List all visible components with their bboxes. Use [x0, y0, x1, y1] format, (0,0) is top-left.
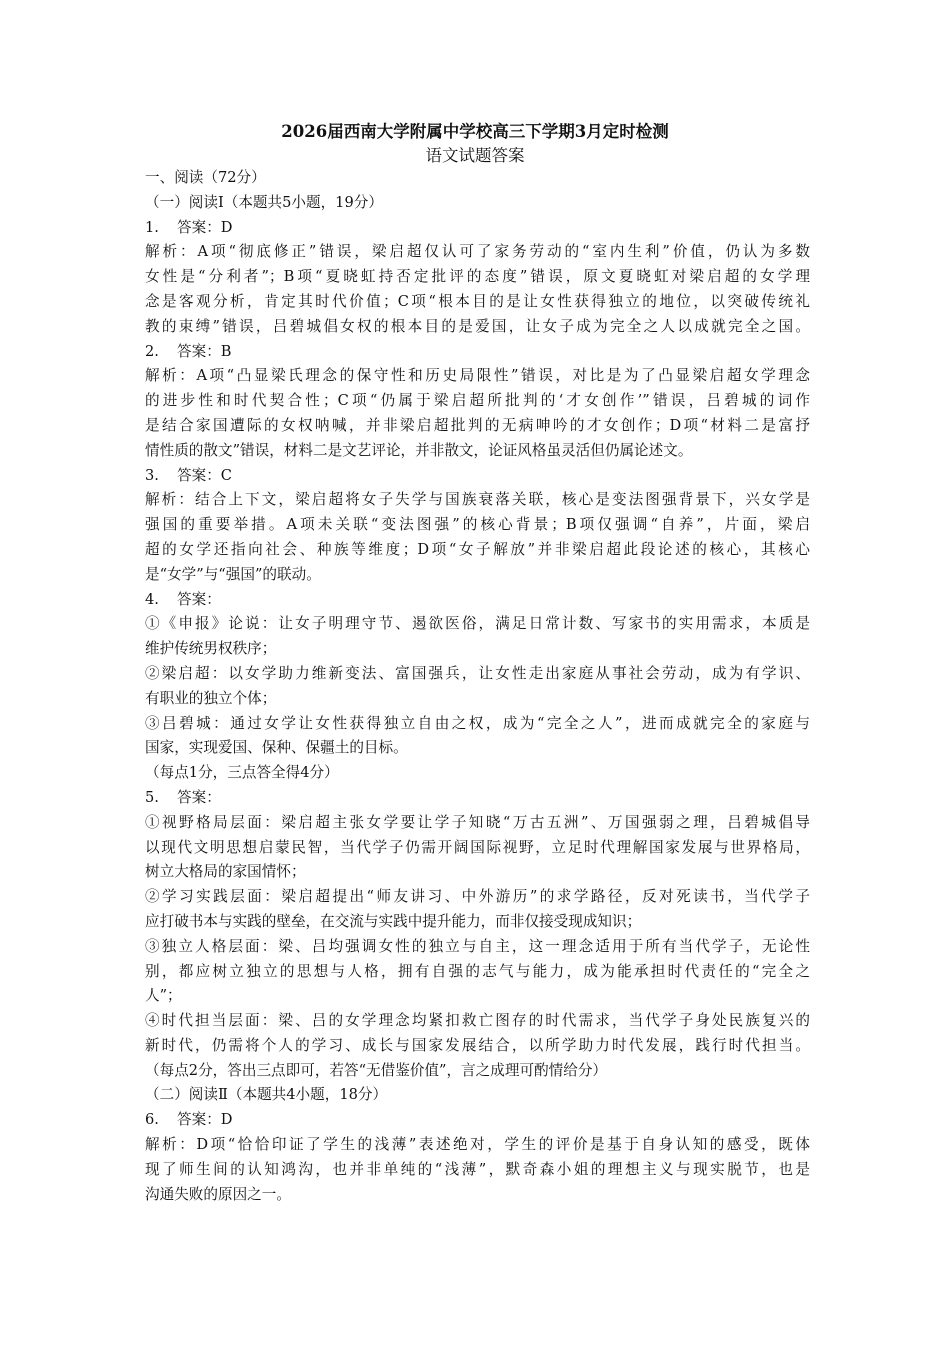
text-line: 现了师生间的认知鸿沟，也并非单纯的“浅薄”，默奇森小姐的理想主义与现实脱节，也是: [145, 1160, 810, 1178]
text-line: 一、阅读（72分）: [145, 169, 266, 186]
question-number: 5.: [145, 788, 159, 806]
text-line: （每点1分，三点答全得4分）: [145, 764, 339, 782]
text-line: 情性质的散文”错误，材料二是文艺评论，并非散文，论证风格虽灵活但仍属论述文。: [145, 441, 693, 459]
answer-text: 答案：: [177, 590, 221, 608]
text-line: 强国的重要举措。A项未关联“变法图强”的核心背景；B项仅强调“自养”，片面，梁启: [145, 516, 810, 534]
answer-text: 答案：D: [177, 218, 233, 236]
text-line: 树立大格局的家国情怀；: [145, 863, 306, 881]
text-line: ②学习实践层面：梁启超提出“师友讲习、中外游历”的求学路径，反对死读书，当代学子: [145, 888, 810, 906]
text-line: ①视野格局层面：梁启超主张女学要让学子知晓“万古五洲”、万国强弱之理，吕碧城倡导: [145, 813, 810, 831]
text-line: 的进步性和时代契合性；C项“仍属于梁启超所批判的‘才女创作’”错误，吕碧城的词作: [145, 392, 810, 410]
answer-line: [145, 464, 810, 489]
text-line: 解析：A项“彻底修正”错误，梁启超仅认可了家务劳动的“室内生利”价值，仍认为多数: [145, 243, 810, 261]
answer-line: [145, 1108, 810, 1133]
text-line: 教的束缚”错误，吕碧城倡女权的根本目的是爱国，让女子成为完全之人以成就完全之国。: [145, 317, 810, 335]
text-line: ③吕碧城：通过女学让女性获得独立自由之权，成为“完全之人”，进而成就完全的家庭与: [145, 714, 810, 732]
text-line: ④时代担当层面：梁、吕的女学理念均紧扣救亡图存的时代需求，当代学子身处民族复兴的: [145, 1012, 810, 1030]
text-line: 是结合家国遭际的女权呐喊，并非梁启超批判的无病呻吟的才女创作；D项“材料二是富抒: [145, 416, 810, 434]
text-line: （一）阅读Ⅰ（本题共5小题，19分）: [145, 193, 383, 211]
text-line: 别，都应树立独立的思想与人格，拥有自强的志气与能力，成为能承担时代责任的“完全之: [145, 962, 810, 980]
answer-text: 答案：: [177, 788, 221, 806]
text-line: 应打破书本与实践的壁垒，在交流与实践中提升能力，而非仅接受现成知识；: [145, 912, 642, 930]
question-number: 6.: [145, 1111, 159, 1129]
text-line: 新时代，仍需将个人的学习、成长与国家发展结合，以所学助力时代发展，践行时代担当。: [145, 1036, 810, 1054]
answer-text: 答案：C: [177, 466, 232, 484]
answer-line: [145, 588, 810, 613]
document-subtitle: 语文试题答案: [425, 146, 525, 165]
text-line: 国家，实现爱国、保种、保疆土的目标。: [145, 739, 408, 757]
text-line: 念是客观分析，肯定其时代价值；C项“根本目的是让女性获得独立的地位，以突破传统礼: [145, 292, 810, 310]
answer-body: [145, 166, 810, 1207]
text-line: 解析：结合上下文，梁启超将女子失学与国族衰落关联，核心是变法图强背景下，兴女学是: [145, 491, 810, 509]
answer-line: [145, 340, 810, 365]
text-line: ③独立人格层面：梁、吕均强调女性的独立与自主，这一理念适用于所有当代学子，无论性: [145, 937, 810, 955]
answer-line: [145, 786, 810, 811]
question-number: 1.: [145, 218, 159, 236]
text-line: 超的女学还指向社会、种族等维度；D项“女子解放”并非梁启超此段论述的核心，其核心: [145, 540, 810, 558]
text-line: ②梁启超：以女学助力维新变法、富国强兵，让女性走出家庭从事社会劳动，成为有学识、: [145, 664, 810, 682]
question-number: 4.: [145, 590, 159, 608]
text-line: （二）阅读Ⅱ（本题共4小题，18分）: [145, 1086, 388, 1104]
answer-text: 答案：D: [177, 1111, 233, 1129]
question-number: 3.: [145, 466, 159, 484]
text-line: 人”；: [145, 987, 182, 1005]
answer-line: [145, 216, 810, 241]
text-line: 解析：D项“恰恰印证了学生的浅薄”表述绝对，学生的评价是基于自身认知的感受，既体: [145, 1136, 810, 1154]
answer-text: 答案：B: [177, 342, 232, 360]
text-line: 维护传统男权秩序；: [145, 640, 277, 658]
text-line: 沟通失败的原因之一。: [145, 1185, 291, 1203]
question-number: 2.: [145, 342, 159, 360]
text-line: 解析：A项“凸显梁氏理念的保守性和历史局限性”错误，对比是为了凸显梁启超女学理念: [145, 367, 810, 385]
document-title: 2026届西南大学附属中学校高三下学期3月定时检测: [281, 122, 669, 141]
text-line: ①《申报》论说：让女子明理守节、遏欲医俗，满足日常计数、写家书的实用需求，本质是: [145, 615, 810, 633]
text-line: （每点2分，答出三点即可，若答“无借鉴价值”，言之成理可酌情给分）: [145, 1061, 608, 1079]
text-line: 以现代文明思想启蒙民智，当代学子仍需开阔国际视野，立足时代理解国家发展与世界格局，: [145, 838, 810, 856]
text-line: 有职业的独立个体；: [145, 689, 277, 707]
text-line: 是“女学”与“强国”的联动。: [145, 565, 321, 583]
text-line: 女性是“分利者”；B项“夏晓虹持否定批评的态度”错误，原文夏晓虹对梁启超的女学理: [145, 268, 810, 286]
